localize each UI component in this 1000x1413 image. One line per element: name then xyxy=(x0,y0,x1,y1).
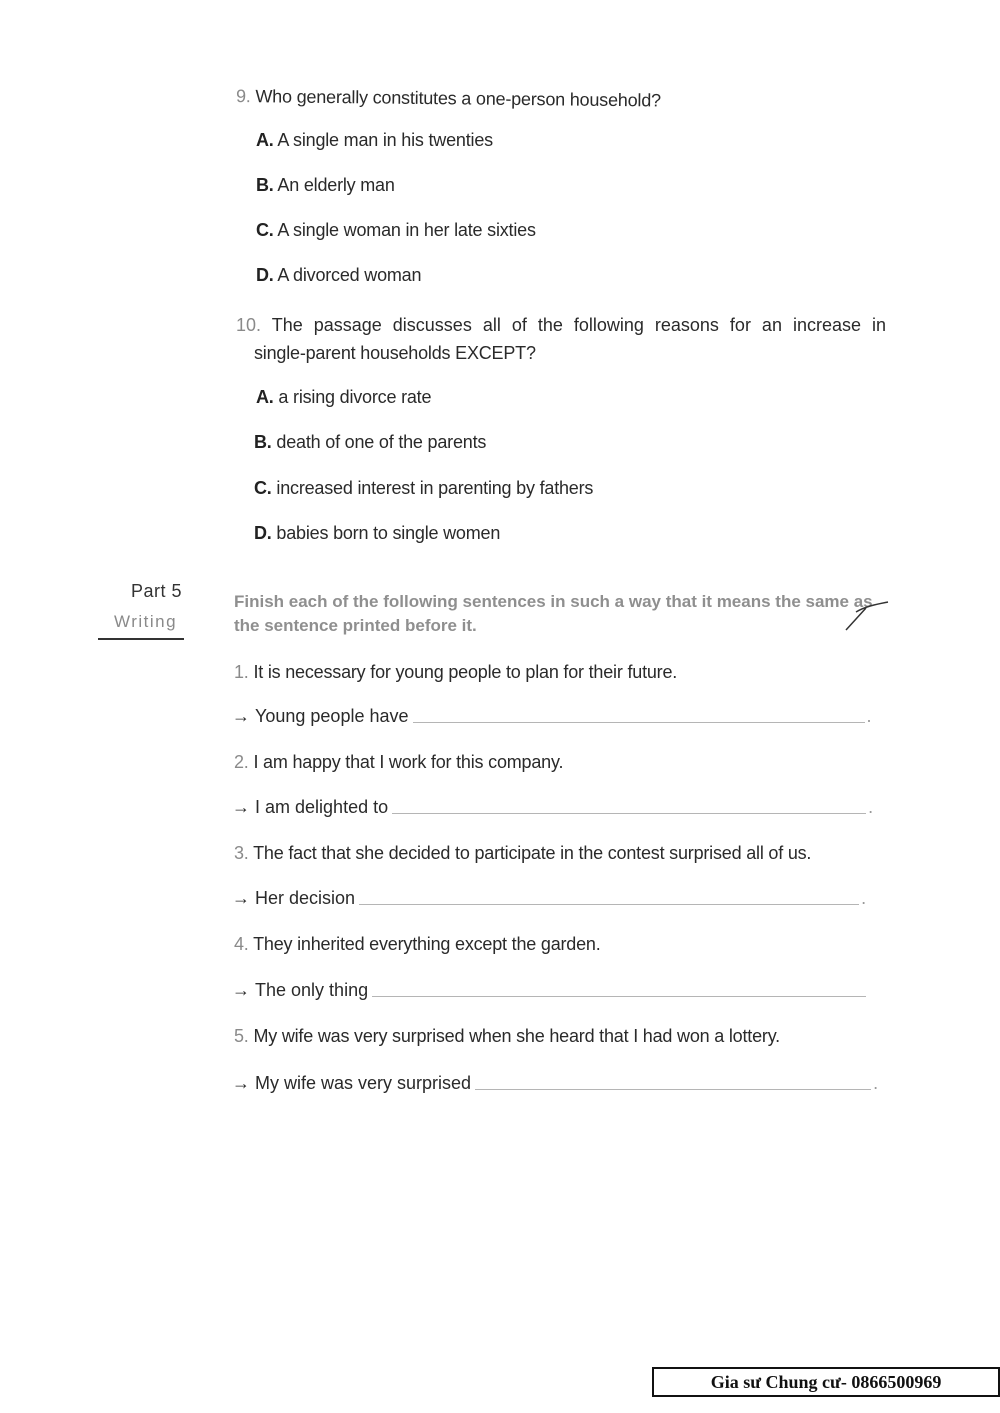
arrow-icon: → xyxy=(232,1073,250,1093)
instruction-line-2: the sentence printed before it. xyxy=(234,616,477,635)
option-text: A single woman in her late sixties xyxy=(277,220,536,240)
option-letter: B. xyxy=(256,175,274,195)
option-10c[interactable] xyxy=(254,478,593,499)
writing-item-2-answer[interactable] xyxy=(232,797,873,818)
item-sentence: They inherited everything except the garden. xyxy=(253,934,601,954)
item-number: 4. xyxy=(234,934,249,954)
question-number: 10. xyxy=(236,315,262,335)
option-letter: A. xyxy=(256,130,274,150)
writing-item-1-sentence xyxy=(234,662,677,683)
option-10b[interactable] xyxy=(254,432,486,453)
option-text: babies born to single women xyxy=(276,523,501,543)
answer-blank[interactable] xyxy=(372,996,866,997)
option-text: increased interest in parenting by fathers xyxy=(276,478,594,498)
answer-end: . xyxy=(873,1073,879,1093)
question-number: 9. xyxy=(235,86,251,107)
arrow-icon: → xyxy=(232,706,250,726)
question-text: Who generally constitutes a one-person household? xyxy=(255,86,661,111)
writing-item-3-answer[interactable] xyxy=(232,888,866,909)
answer-prompt: My wife was very surprised xyxy=(255,1073,472,1093)
item-number: 3. xyxy=(234,843,249,863)
answer-end: . xyxy=(866,706,872,726)
answer-blank[interactable] xyxy=(475,1089,871,1090)
answer-prompt: Her decision xyxy=(255,888,356,908)
arrow-icon: → xyxy=(232,888,250,908)
part-label: Part 5 xyxy=(130,581,182,601)
answer-prompt: The only thing xyxy=(255,980,369,1000)
option-9b[interactable] xyxy=(256,175,395,196)
answer-blank[interactable] xyxy=(359,904,859,905)
question-text: The passage discusses all of the following reasons for an increase in xyxy=(271,315,886,335)
writing-item-5-answer[interactable] xyxy=(232,1073,878,1094)
writing-item-1-answer[interactable] xyxy=(232,706,872,727)
answer-blank[interactable] xyxy=(392,813,866,814)
option-9c[interactable] xyxy=(256,220,536,241)
writing-item-2-sentence xyxy=(234,752,563,773)
writing-item-5-sentence xyxy=(234,1026,780,1047)
option-9a[interactable] xyxy=(256,130,493,151)
option-letter: B. xyxy=(254,432,272,452)
option-10d[interactable] xyxy=(254,523,500,544)
answer-end: . xyxy=(868,797,874,817)
option-text: death of one of the parents xyxy=(276,432,487,452)
answer-blank[interactable] xyxy=(413,722,865,723)
question-9 xyxy=(236,86,661,111)
part-divider xyxy=(98,638,184,640)
option-text: An elderly man xyxy=(277,175,395,195)
writing-item-4-answer[interactable] xyxy=(232,980,868,1001)
item-number: 5. xyxy=(234,1026,249,1046)
footer-contact-box: Gia sư Chung cư- 0866500969 xyxy=(652,1367,1000,1397)
option-text: A single man in his twenties xyxy=(277,130,493,150)
writing-item-4-sentence xyxy=(234,934,601,955)
pen-mark-icon xyxy=(842,598,892,634)
item-number: 2. xyxy=(234,752,249,772)
question-10 xyxy=(236,310,886,340)
part-instructions xyxy=(234,590,894,638)
arrow-icon: → xyxy=(232,797,250,817)
item-number: 1. xyxy=(234,662,249,682)
option-letter: D. xyxy=(256,265,274,285)
answer-prompt: I am delighted to xyxy=(255,797,389,817)
option-9d[interactable] xyxy=(256,265,421,286)
question-text-line1 xyxy=(236,310,886,340)
answer-end: . xyxy=(861,888,867,908)
option-10a[interactable] xyxy=(256,387,431,408)
option-text: A divorced woman xyxy=(277,265,422,285)
option-letter: D. xyxy=(254,523,272,543)
option-letter: C. xyxy=(256,220,274,240)
item-sentence: I am happy that I work for this company. xyxy=(253,752,564,772)
item-sentence: My wife was very surprised when she heard that I had won a lottery. xyxy=(253,1026,780,1046)
option-letter: C. xyxy=(254,478,272,498)
answer-prompt: Young people have xyxy=(255,706,409,726)
option-letter: A. xyxy=(256,387,274,407)
item-sentence: The fact that she decided to participate in the contest surprised all of us. xyxy=(253,843,812,863)
arrow-icon: → xyxy=(232,980,250,1000)
part-sublabel: Writing xyxy=(114,612,178,631)
writing-item-3-sentence xyxy=(234,843,811,864)
question-10-line2: single-parent households EXCEPT? xyxy=(254,343,536,363)
instruction-line-1: Finish each of the following sentences in such a way that it means the same as xyxy=(234,592,873,611)
option-text: a rising divorce rate xyxy=(278,387,432,407)
item-sentence: It is necessary for young people to plan for their future. xyxy=(253,662,678,682)
